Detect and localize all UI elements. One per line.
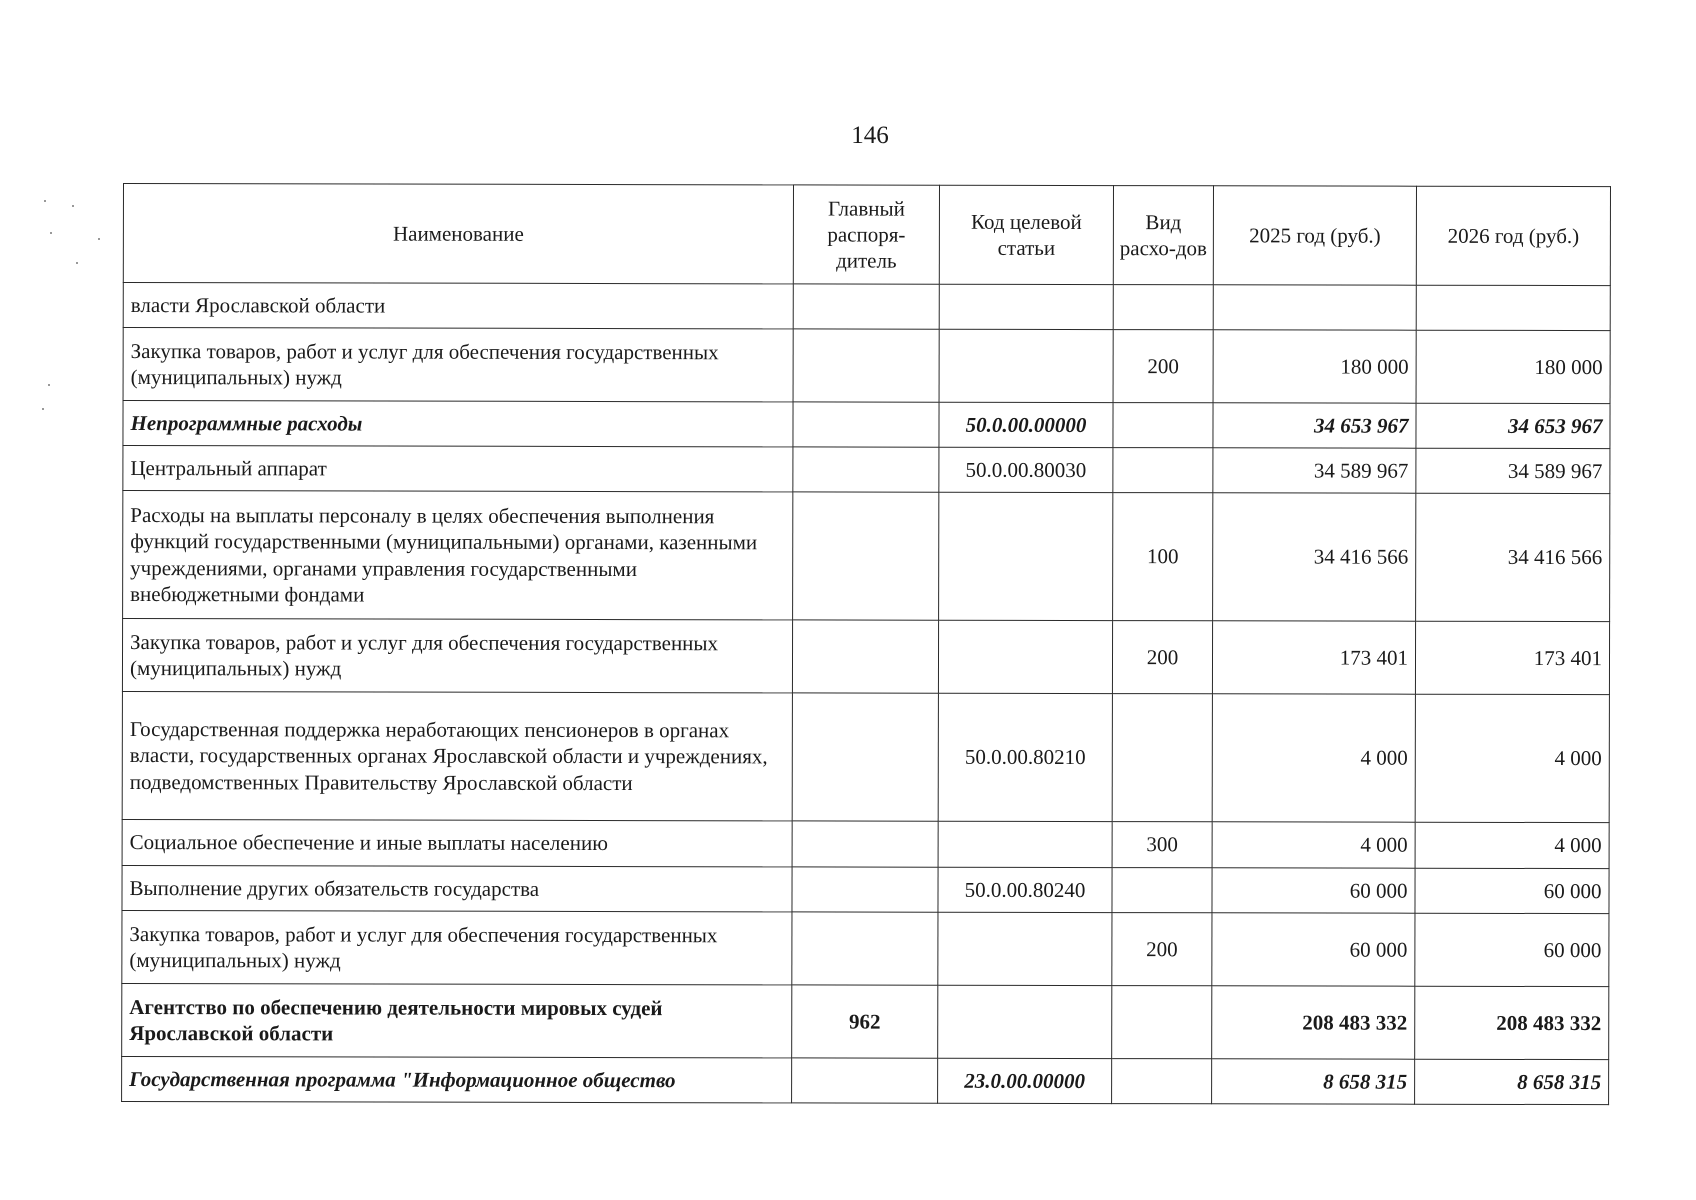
row-code: 23.0.00.00000	[938, 1058, 1112, 1103]
row-manager	[792, 867, 938, 912]
row-code	[939, 329, 1113, 402]
row-2026: 180 000	[1416, 330, 1610, 403]
row-code	[939, 284, 1113, 329]
row-name: Закупка товаров, работ и услуг для обеспечения государственных (муниципальных) нужд	[123, 328, 793, 402]
row-type	[1112, 1059, 1212, 1104]
row-type	[1113, 403, 1213, 448]
row-2026: 4 000	[1415, 822, 1609, 868]
row-type	[1112, 694, 1212, 822]
row-code	[938, 985, 1112, 1058]
row-2025: 34 653 967	[1213, 403, 1416, 448]
row-name: Закупка товаров, работ и услуг для обеспечения государственных (муниципальных) нужд	[122, 910, 792, 984]
row-type	[1112, 868, 1212, 913]
row-code	[938, 912, 1112, 985]
row-2026: 8 658 315	[1415, 1059, 1609, 1104]
row-2025: 34 416 566	[1213, 493, 1416, 621]
header-2026: 2026 год (руб.)	[1416, 186, 1610, 285]
row-code: 50.0.00.80210	[938, 693, 1112, 821]
row-2025: 34 589 967	[1213, 448, 1416, 493]
budget-table	[121, 183, 1611, 1105]
row-code	[939, 492, 1113, 620]
row-code	[938, 620, 1112, 693]
row-2026: 173 401	[1415, 621, 1609, 694]
row-manager	[792, 912, 938, 985]
header-code: Код целевой статьи	[939, 185, 1113, 284]
row-2026: 34 589 967	[1416, 448, 1610, 493]
row-name: Закупка товаров, работ и услуг для обеспечения государственных (муниципальных) нужд	[122, 619, 792, 693]
row-2025: 4 000	[1212, 822, 1415, 868]
table-row	[122, 619, 1609, 695]
header-type: Вид расхо-дов	[1113, 186, 1213, 285]
row-2026: 208 483 332	[1415, 986, 1609, 1059]
table-row	[122, 910, 1609, 986]
row-name: Государственная поддержка неработающих пенсионеров в органах власти, государственных органах Ярославской области и учреждениях, подведомственных Правительству Ярославской области	[122, 691, 792, 820]
row-2025: 180 000	[1213, 330, 1416, 403]
row-name: Расходы на выплаты персоналу в целях обеспечения выполнения функций государственными (муниципальными) органами, казенными учреждениями, органами управления государственными внебюджетными фондами	[123, 491, 793, 620]
row-2026: 60 000	[1415, 868, 1609, 913]
table-row	[122, 983, 1609, 1059]
table-row	[122, 865, 1609, 913]
row-manager	[793, 329, 939, 402]
header-2025: 2025 год (руб.)	[1213, 186, 1416, 285]
row-name: Центральный аппарат	[123, 446, 793, 492]
row-type	[1113, 448, 1213, 493]
row-2026: 4 000	[1415, 694, 1609, 822]
table-row	[123, 328, 1610, 404]
table-row	[122, 819, 1609, 868]
row-name: Агентство по обеспечению деятельности мировых судей Ярославской области	[122, 983, 792, 1057]
page-number: 146	[851, 122, 889, 149]
table-row	[122, 691, 1609, 822]
row-2025: 8 658 315	[1212, 1059, 1415, 1104]
table-header-row	[123, 184, 1610, 286]
row-manager	[793, 447, 939, 492]
table-row	[123, 401, 1610, 449]
row-manager	[792, 1058, 938, 1103]
row-manager	[792, 821, 938, 867]
row-type: 200	[1112, 913, 1212, 986]
header-manager: Главный распоря-дитель	[793, 185, 939, 284]
row-code: 50.0.00.80030	[939, 447, 1113, 492]
row-name: Выполнение других обязательств государства	[122, 865, 792, 911]
row-type	[1112, 986, 1212, 1059]
row-type	[1113, 285, 1213, 330]
row-manager: 962	[792, 985, 938, 1058]
row-manager	[792, 620, 938, 693]
row-code	[938, 821, 1112, 867]
row-2025: 4 000	[1212, 694, 1415, 822]
row-name: власти Ярославской области	[123, 283, 793, 329]
row-name: Социальное обеспечение и иные выплаты населению	[122, 819, 792, 866]
row-type: 300	[1112, 822, 1212, 868]
row-2026: 34 653 967	[1416, 403, 1610, 448]
row-2025: 173 401	[1212, 621, 1415, 694]
row-2025: 60 000	[1212, 913, 1415, 986]
row-2026: 34 416 566	[1416, 493, 1610, 621]
row-manager	[793, 402, 939, 447]
table-row	[123, 283, 1610, 331]
row-name: Непрограммные расходы	[123, 401, 793, 447]
row-code: 50.0.00.00000	[939, 402, 1113, 447]
row-type: 200	[1113, 330, 1213, 403]
table-row	[123, 446, 1610, 494]
row-manager	[792, 693, 938, 821]
header-name: Наименование	[123, 184, 793, 284]
row-2025: 60 000	[1212, 868, 1415, 913]
row-2026	[1416, 285, 1610, 330]
row-2025: 208 483 332	[1212, 986, 1415, 1059]
row-2026: 60 000	[1415, 913, 1609, 986]
row-code: 50.0.00.80240	[938, 867, 1112, 912]
row-manager	[793, 492, 939, 620]
row-type: 200	[1112, 621, 1212, 694]
row-2025	[1213, 285, 1416, 330]
row-name: Государственная программа "Информационное общество	[122, 1056, 792, 1102]
table-row	[123, 491, 1610, 622]
row-type: 100	[1113, 493, 1213, 621]
row-manager	[793, 284, 939, 329]
table-row	[122, 1056, 1609, 1104]
